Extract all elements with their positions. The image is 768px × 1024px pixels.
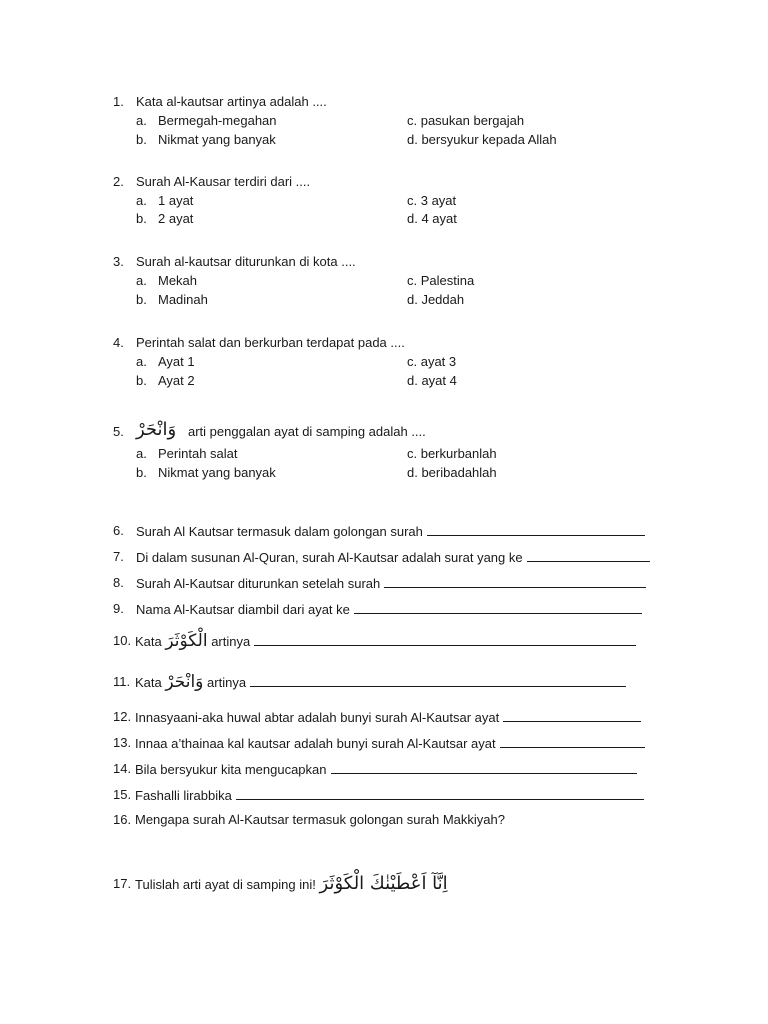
question-text: Nama Al-Kautsar diambil dari ayat ke bbox=[136, 600, 642, 619]
essay-item bbox=[113, 734, 496, 752]
answer-blank[interactable] bbox=[427, 522, 645, 536]
option-c: c. pasukan bergajah bbox=[407, 113, 525, 128]
option-letter-a: a. bbox=[136, 273, 147, 288]
option-letter-a: a. bbox=[136, 193, 147, 208]
essay-item bbox=[113, 522, 423, 540]
question-stem: Perintah salat dan berkurban terdapat pada .... bbox=[136, 335, 405, 350]
option-c: c. berkurbanlah bbox=[407, 446, 497, 461]
option-letter-b: b. bbox=[136, 465, 147, 480]
option-c: c. Palestina bbox=[407, 273, 475, 288]
answer-blank[interactable] bbox=[331, 760, 637, 774]
arabic-verse: اِنَّآ اَعْطَيْنٰكَ الْكَوْثَرَ bbox=[319, 873, 448, 894]
option-d: d. bersyukur kepada Allah bbox=[407, 132, 557, 147]
essay-item bbox=[113, 811, 505, 829]
essay-item bbox=[113, 574, 381, 592]
answer-blank[interactable] bbox=[500, 734, 645, 748]
answer-blank[interactable] bbox=[503, 708, 641, 722]
option-d: d. 4 ayat bbox=[407, 211, 457, 226]
option-b: Madinah bbox=[158, 292, 208, 307]
option-letter-a: a. bbox=[136, 354, 147, 369]
question-number: 6. bbox=[113, 523, 124, 538]
question-number: 17. bbox=[113, 876, 132, 891]
question-number: 2. bbox=[113, 174, 124, 189]
question-text: Innaa a’thainaa kal kautsar adalah bunyi surah Al-Kautsar ayat bbox=[135, 734, 645, 753]
answer-blank[interactable] bbox=[527, 548, 650, 562]
arabic-word: الْكَوْثَرَ bbox=[165, 631, 208, 651]
question-text: Kata وَانْحَرْ artinya bbox=[135, 673, 626, 692]
option-a: Ayat 1 bbox=[158, 354, 195, 369]
question-number: 5. bbox=[113, 424, 124, 439]
option-a: Perintah salat bbox=[158, 446, 238, 461]
question-number: 3. bbox=[113, 254, 124, 269]
question-number: 10. bbox=[113, 633, 132, 648]
option-letter-a: a. bbox=[136, 113, 147, 128]
answer-blank[interactable] bbox=[354, 600, 642, 614]
question-number: 8. bbox=[113, 575, 124, 590]
answer-blank[interactable] bbox=[250, 673, 626, 687]
question-stem: arti penggalan ayat di samping adalah .... bbox=[188, 424, 426, 439]
essay-item bbox=[113, 600, 350, 618]
question-number: 16. bbox=[113, 812, 132, 827]
option-b: 2 ayat bbox=[158, 211, 194, 226]
option-d: d. beribadahlah bbox=[407, 465, 497, 480]
question-number: 12. bbox=[113, 709, 132, 724]
question-number: 1. bbox=[113, 94, 124, 109]
question-text: Bila bersyukur kita mengucapkan bbox=[135, 760, 637, 779]
option-d: d. ayat 4 bbox=[407, 373, 457, 388]
essay-item bbox=[113, 873, 448, 894]
question-number: 11. bbox=[113, 674, 131, 689]
option-c: c. 3 ayat bbox=[407, 193, 457, 208]
option-c: c. ayat 3 bbox=[407, 354, 457, 369]
question-number: 14. bbox=[113, 761, 132, 776]
question-number: 9. bbox=[113, 601, 124, 616]
question-text: Mengapa surah Al-Kautsar termasuk golongan surah Makkiyah? bbox=[135, 812, 505, 827]
option-a: 1 ayat bbox=[158, 193, 194, 208]
option-letter-b: b. bbox=[136, 132, 147, 147]
option-b: Nikmat yang banyak bbox=[158, 465, 276, 480]
question-text: Surah Al-Kautsar diturunkan setelah surah bbox=[136, 574, 646, 593]
essay-item bbox=[113, 786, 232, 804]
question-text: Fashalli lirabbika bbox=[135, 786, 644, 805]
question-number: 13. bbox=[113, 735, 132, 750]
essay-item bbox=[113, 708, 500, 726]
question-number: 4. bbox=[113, 335, 124, 350]
question-stem: Surah Al-Kausar terdiri dari .... bbox=[136, 174, 311, 189]
essay-item bbox=[113, 760, 327, 778]
question-number: 7. bbox=[113, 549, 124, 564]
question-text: Kata الْكَوْثَرَ artinya bbox=[135, 632, 636, 651]
question-text: Tulislah arti ayat di samping ini! اِنَّآ اَعْطَيْنٰكَ الْكَوْثَرَ bbox=[135, 873, 448, 894]
question-text: Di dalam susunan Al-Quran, surah Al-Kautsar adalah surat yang ke bbox=[136, 548, 650, 567]
option-letter-b: b. bbox=[136, 211, 147, 226]
question-text: Surah Al Kautsar termasuk dalam golongan surah bbox=[136, 522, 645, 541]
option-b: Nikmat yang banyak bbox=[158, 132, 276, 147]
option-a: Mekah bbox=[158, 273, 198, 288]
answer-blank[interactable] bbox=[384, 574, 646, 588]
question-stem: Kata al-kautsar artinya adalah .... bbox=[136, 94, 327, 109]
arabic-word: وَانْحَرْ bbox=[165, 672, 204, 692]
question-stem: Surah al-kautsar diturunkan di kota .... bbox=[136, 254, 356, 269]
option-letter-a: a. bbox=[136, 446, 147, 461]
option-letter-b: b. bbox=[136, 373, 147, 388]
option-a: Bermegah-megahan bbox=[158, 113, 277, 128]
arabic-verse: وَانْحَرْ bbox=[136, 419, 177, 440]
option-b: Ayat 2 bbox=[158, 373, 195, 388]
answer-blank[interactable] bbox=[236, 786, 644, 800]
question-number: 15. bbox=[113, 787, 132, 802]
option-letter-b: b. bbox=[136, 292, 147, 307]
essay-item bbox=[113, 672, 247, 692]
answer-blank[interactable] bbox=[254, 632, 636, 646]
question-text: Innasyaani-aka huwal abtar adalah bunyi surah Al-Kautsar ayat bbox=[135, 708, 641, 727]
option-d: d. Jeddah bbox=[407, 292, 465, 307]
essay-item bbox=[113, 631, 251, 651]
essay-item bbox=[113, 548, 523, 566]
